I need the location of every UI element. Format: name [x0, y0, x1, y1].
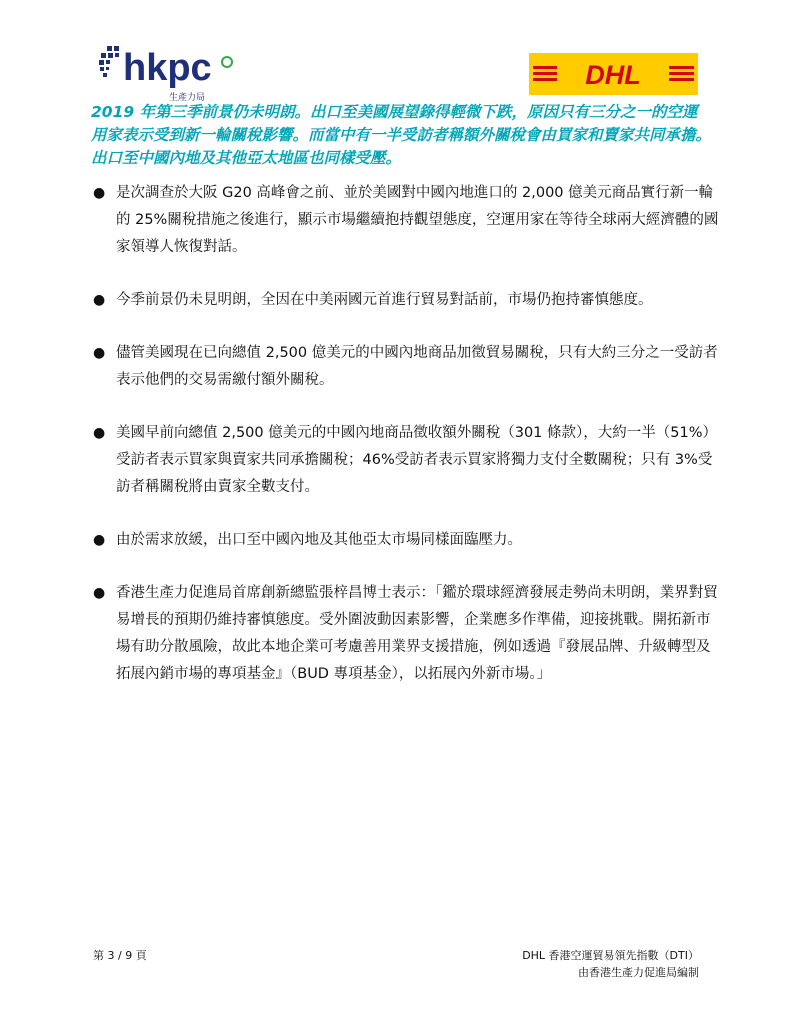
bullet-text: 香港生產力促進局首席創新總監張梓昌博士表示：「鑑於環球經濟發展走勢尚未明朗，業界對貿易增長的預期仍維持審慎態度。受外圍波動因素影響，企業應多作準備，迎接挑戰。開拓新市場有助分散風險，故此本地企業可考慮善用業界支援措施，例如透過『發展品牌、升級轉型及拓展內銷市場的專項基金』（BUD 專項基金），以拓展內外新市場。」 [116, 585, 718, 682]
bullet-item [91, 420, 721, 501]
bullet-text: 美國早前向總值 2,500 億美元的中國內地商品徵收額外關稅（301 條款），大約一半（51%）受訪者表示買家與賣家共同承擔關稅；46%受訪者表示買家將獨力支付全數關稅；只有 3%受訪者稱關稅將由賣家全數支付。 [116, 425, 717, 495]
hkpc-logo-subtitle: 生產力局 [169, 93, 206, 103]
bullet-marker: ● [93, 185, 106, 201]
dhl-logo [529, 53, 698, 95]
bullet-item [91, 527, 721, 554]
bullet-marker: ● [93, 585, 106, 601]
bullet-marker: ● [93, 425, 106, 441]
bullet-list [91, 180, 721, 714]
bullet-item [91, 340, 721, 394]
bullet-marker: ● [93, 532, 106, 548]
footer-source-line2: 由香港生產力促進局編制 [578, 966, 699, 979]
bullet-marker: ● [93, 345, 106, 361]
hkpc-dots-icon [99, 46, 119, 77]
bullet-item [91, 580, 721, 688]
bullet-text: 是次調查於大阪 G20 高峰會之前、並於美國對中國內地進口的 2,000 億美元商品實行新一輪的 25%關稅措施之後進行，顯示市場繼續抱持觀望態度，空運用家在等待全球兩大經濟體的國家領導人恢復對話。 [116, 185, 719, 255]
footer-source [522, 947, 699, 981]
headline: 2019 年第三季前景仍未明朗。出口至美國展望錄得輕微下跌，原因只有三分之一的空運用家表示受到新一輪關稅影響。而當中有一半受訪者稱額外關稅會由買家和賣家共同承擔。出口至中國內地及其他亞太地區也同樣受壓。 [91, 103, 712, 167]
bullet-text: 由於需求放緩，出口至中國內地及其他亞太市場同樣面臨壓力。 [116, 532, 522, 548]
bullet-item [91, 180, 721, 261]
hkpc-logo-text: hkpc [123, 47, 212, 89]
page-number: 第 3 / 9 頁 [93, 949, 147, 962]
bullet-text: 儘管美國現在已向總值 2,500 億美元的中國內地商品加徵貿易關稅，只有大約三分之一受訪者表示他們的交易需繳付額外關稅。 [116, 345, 718, 388]
footer-source-line1: DHL 香港空運貿易領先指數（DTI） [522, 949, 699, 962]
bullet-text: 今季前景仍未見明朗，全因在中美兩國元首進行貿易對話前，市場仍抱持審慎態度。 [116, 292, 653, 308]
hkpc-logo [97, 42, 247, 108]
dhl-logo-text: DHL [585, 60, 641, 90]
bullet-item [91, 287, 721, 314]
bullet-marker: ● [93, 292, 106, 308]
